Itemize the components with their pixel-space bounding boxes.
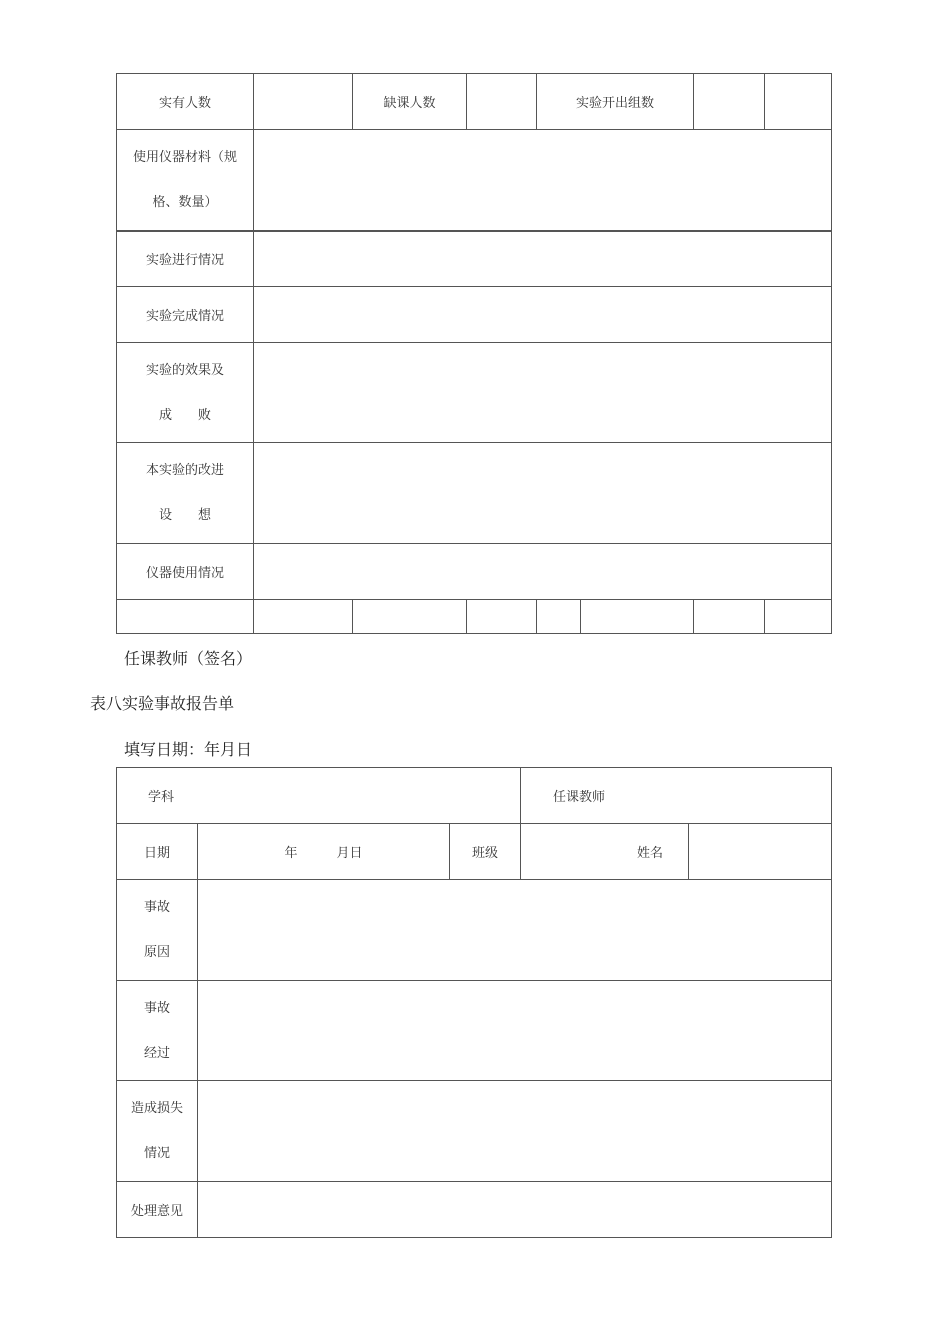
groups-count-label: 实验开出组数 [537, 74, 694, 130]
cause-label-line2: 原因 [143, 945, 170, 960]
handling-label: 处理意见 [117, 1182, 198, 1238]
process-label-line2: 经过 [143, 1045, 170, 1061]
name-label: 姓名 [521, 824, 689, 880]
effect-content[interactable] [254, 343, 832, 443]
process-label [117, 981, 198, 1081]
improve-label-line1: 本实验的改进 [145, 463, 224, 478]
improve-content[interactable] [254, 443, 832, 544]
section-title: 表八实验事故报告单 [90, 694, 235, 713]
process-label-line1: 事故 [143, 1000, 170, 1016]
instruments-label [117, 130, 254, 231]
extra-cell[interactable] [765, 74, 832, 130]
date-label: 日期 [117, 824, 198, 880]
experiment-record-table [116, 73, 832, 634]
instruments-label-line2: 格、数量） [152, 194, 218, 210]
loss-label [117, 1081, 198, 1182]
instruments-label-line1: 使用仪器材料（规 [132, 149, 237, 165]
blank-cell-7[interactable] [694, 600, 765, 634]
cause-content[interactable] [198, 880, 832, 981]
teacher-label: 任课教师 [521, 768, 832, 824]
effect-label [117, 343, 254, 443]
instruments-content[interactable] [254, 130, 832, 231]
class-label: 班级 [450, 824, 521, 880]
blank-cell-4[interactable] [467, 600, 537, 634]
loss-label-line1: 造成损失 [130, 1101, 183, 1116]
usage-content[interactable] [254, 544, 832, 600]
blank-cell-2[interactable] [254, 600, 353, 634]
usage-label: 仪器使用情况 [117, 544, 254, 600]
absent-count-cell[interactable] [467, 74, 537, 130]
loss-content[interactable] [198, 1081, 832, 1182]
progress-content[interactable] [254, 231, 832, 287]
completion-label: 实验完成情况 [117, 287, 254, 343]
blank-cell-5[interactable] [537, 600, 581, 634]
cause-label [117, 880, 198, 981]
loss-label-line2: 情况 [143, 1146, 170, 1161]
absent-count-label: 缺课人数 [353, 74, 467, 130]
improve-label [117, 443, 254, 544]
name-cell[interactable] [689, 824, 832, 880]
blank-cell-8[interactable] [765, 600, 832, 634]
progress-label: 实验进行情况 [117, 231, 254, 287]
blank-cell-3[interactable] [353, 600, 467, 634]
actual-count-cell[interactable] [254, 74, 353, 130]
fill-date: 填写日期：年月日 [124, 740, 253, 759]
completion-content[interactable] [254, 287, 832, 343]
actual-count-label: 实有人数 [117, 74, 254, 130]
handling-content[interactable] [198, 1182, 832, 1238]
blank-cell-6[interactable] [581, 600, 694, 634]
subject-label: 学科 [117, 768, 521, 824]
groups-count-cell[interactable] [694, 74, 765, 130]
process-content[interactable] [198, 981, 832, 1081]
improve-label-line2: 设 想 [158, 508, 211, 523]
effect-label-line1: 实验的效果及 [145, 362, 224, 378]
effect-label-line2: 成 败 [158, 407, 211, 423]
blank-cell-1[interactable] [117, 600, 254, 634]
cause-label-line1: 事故 [143, 900, 170, 915]
date-value[interactable]: 年 月日 [198, 824, 450, 880]
accident-report-table [116, 767, 832, 1238]
teacher-signature: 任课教师（签名） [124, 649, 253, 668]
